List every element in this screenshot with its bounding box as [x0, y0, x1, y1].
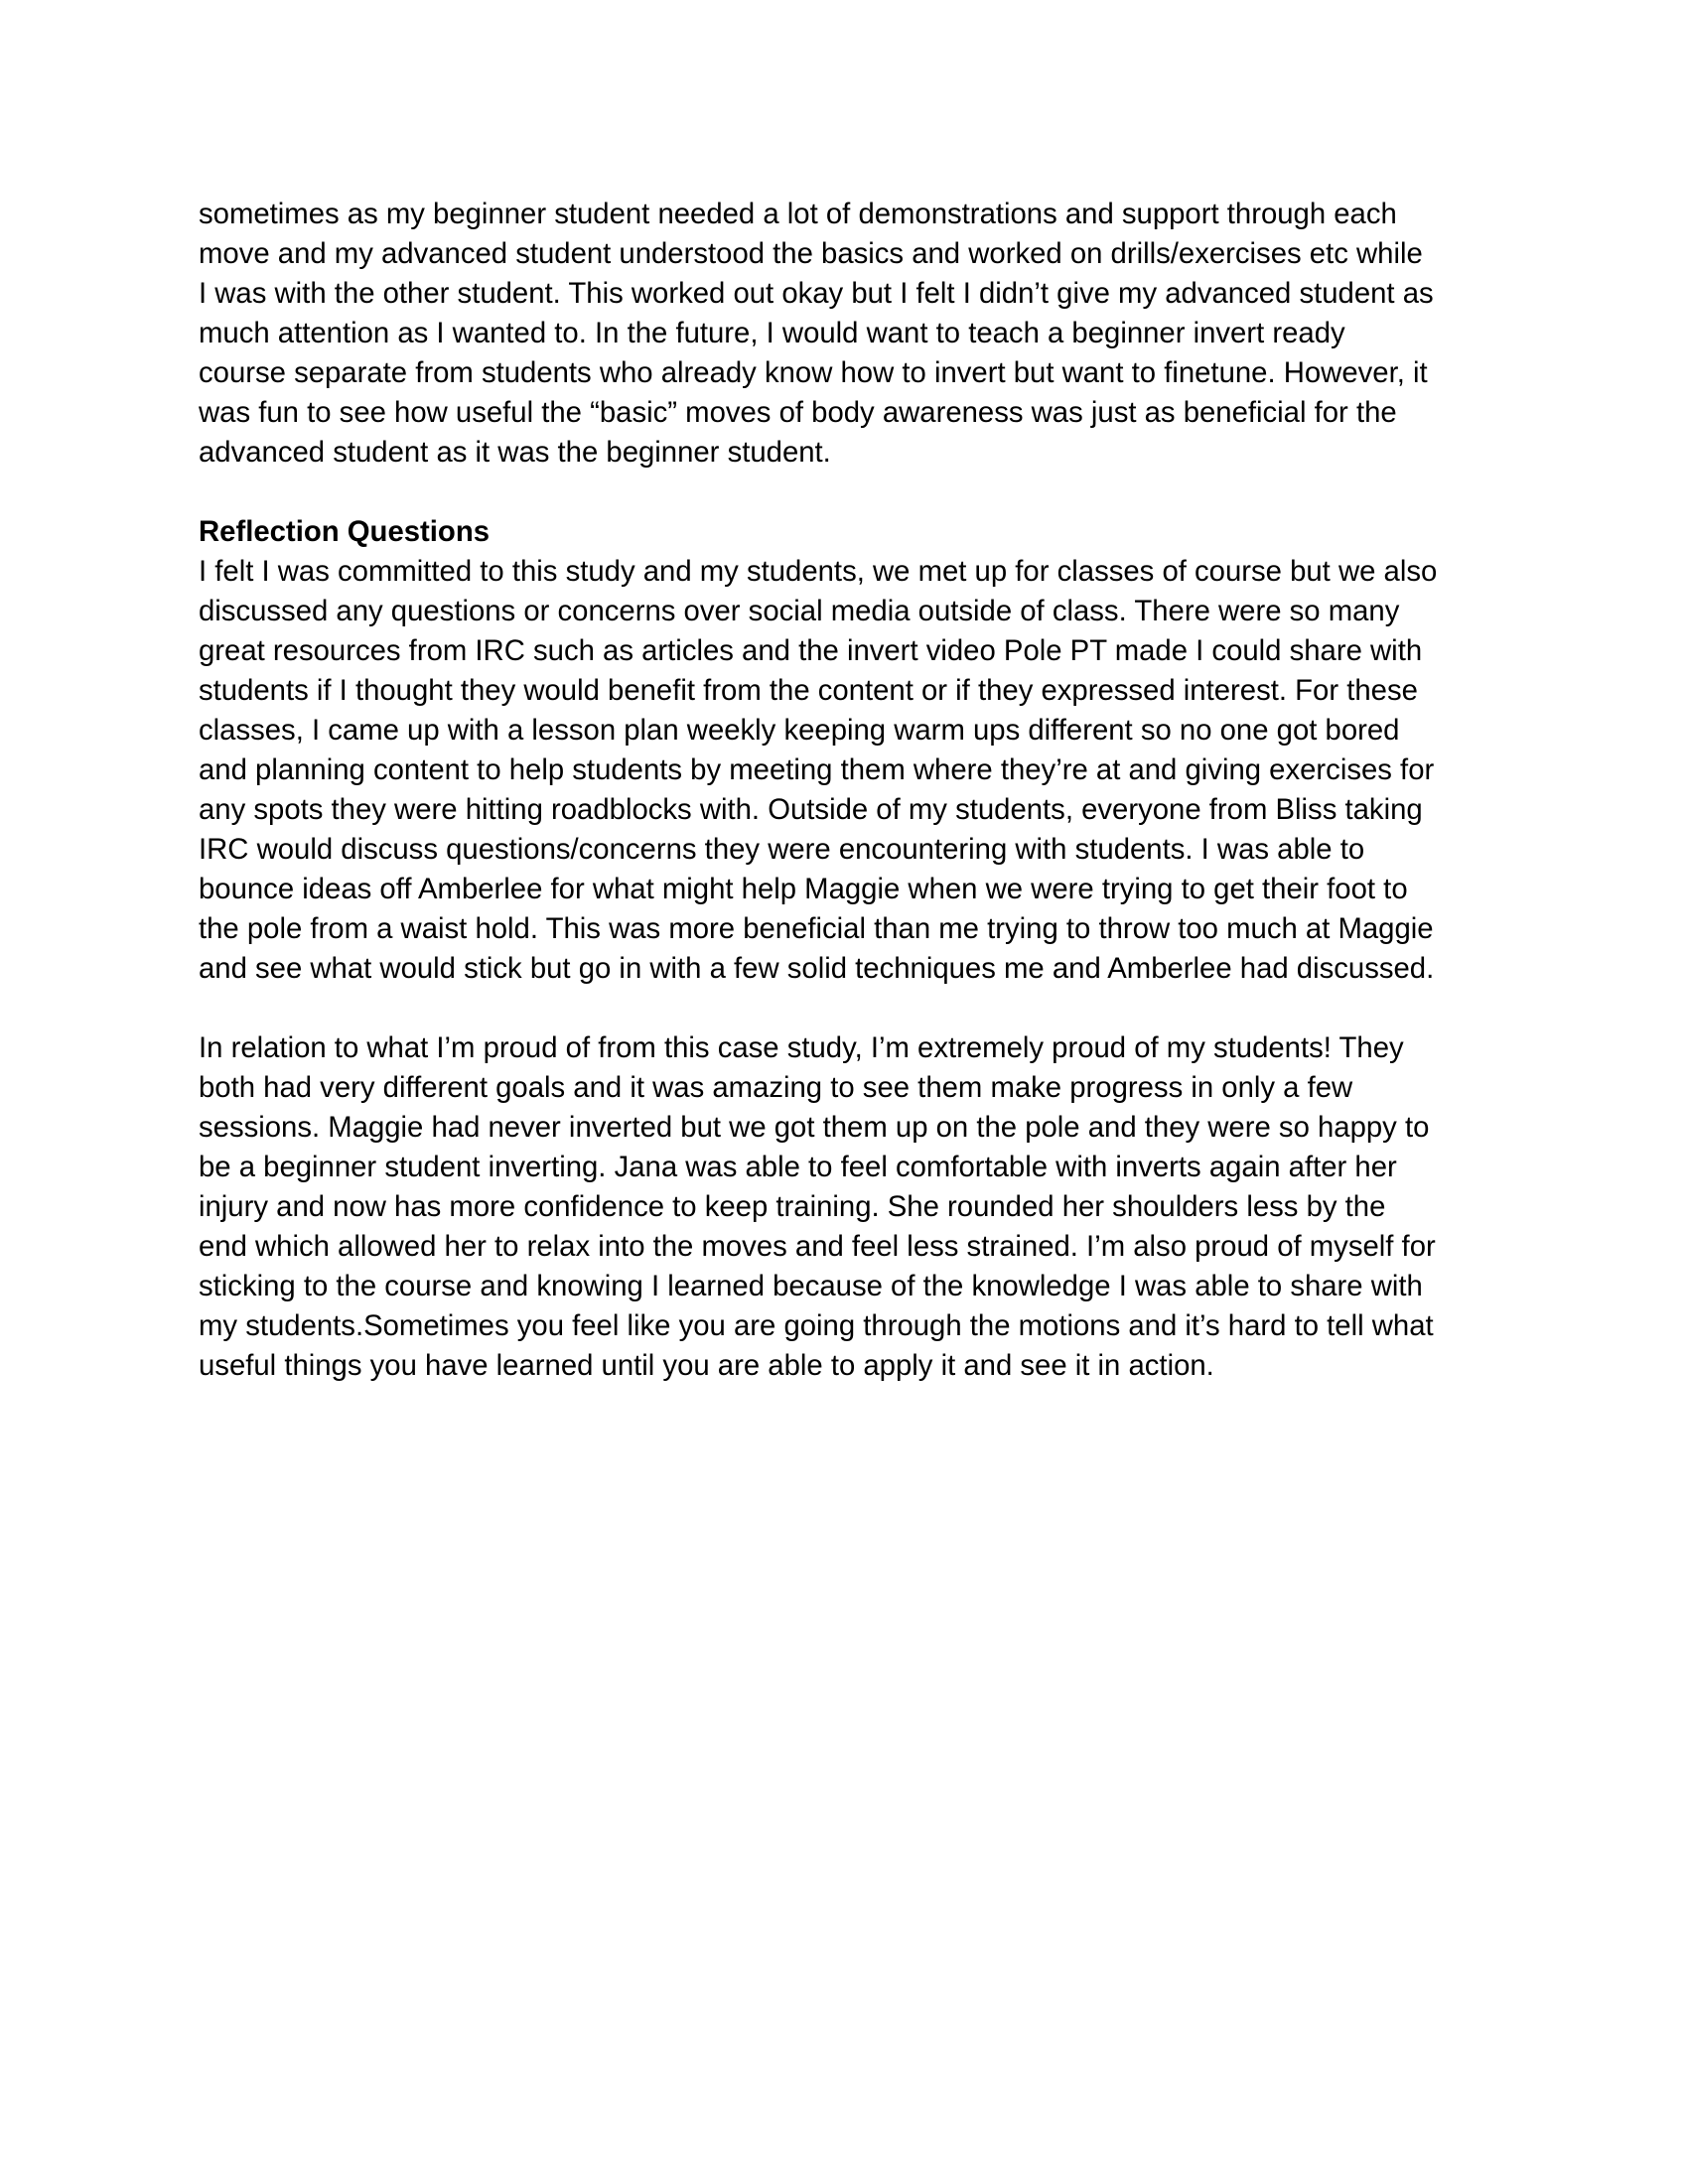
- section-heading: Reflection Questions: [199, 515, 491, 548]
- text-line: was fun to see how useful the “basic” moves of body awareness was just as beneficial for the: [199, 396, 1397, 429]
- reflection-paragraph-2: [199, 1028, 1489, 1386]
- text-line: end which allowed her to relax into the moves and feel less strained. I’m also proud of myself for: [199, 1230, 1436, 1263]
- text-line: sessions. Maggie had never inverted but we got them up on the pole and they were so happy to: [199, 1111, 1430, 1144]
- text-line: In relation to what I’m proud of from this case study, I’m extremely proud of my students! They: [199, 1031, 1404, 1064]
- text-line: I was with the other student. This worked out okay but I felt I didn’t give my advanced student as: [199, 277, 1434, 310]
- text-line: be a beginner student inverting. Jana was able to feel comfortable with inverts again after her: [199, 1151, 1397, 1183]
- text-line: classes, I came up with a lesson plan weekly keeping warm ups different so no one got bored: [199, 714, 1400, 747]
- text-line: course separate from students who already know how to invert but want to finetune. However, it: [199, 356, 1428, 389]
- text-line: any spots they were hitting roadblocks with. Outside of my students, everyone from Bliss taking: [199, 793, 1423, 826]
- text-line: and see what would stick but go in with a few solid techniques me and Amberlee had discussed.: [199, 952, 1435, 985]
- text-line: sometimes as my beginner student needed a lot of demonstrations and support through each: [199, 198, 1397, 230]
- text-line: and planning content to help students by meeting them where they’re at and giving exercises for: [199, 753, 1435, 786]
- text-line: useful things you have learned until you are able to apply it and see it in action.: [199, 1349, 1214, 1382]
- text-line: both had very different goals and it was amazing to see them make progress in only a few: [199, 1071, 1353, 1104]
- text-line: I felt I was committed to this study and my students, we met up for classes of course but we also: [199, 555, 1438, 588]
- text-line: advanced student as it was the beginner student.: [199, 436, 831, 469]
- paragraph-gap: [199, 473, 1489, 512]
- text-line: move and my advanced student understood the basics and worked on drills/exercises etc while: [199, 237, 1423, 270]
- document-body: [199, 195, 1489, 1386]
- text-line: sticking to the course and knowing I learned because of the knowledge I was able to share with: [199, 1270, 1423, 1302]
- text-line: bounce ideas off Amberlee for what might help Maggie when we were trying to get their foot to: [199, 873, 1408, 905]
- text-line: my students.Sometimes you feel like you are going through the motions and it’s hard to tell what: [199, 1309, 1434, 1342]
- text-line: much attention as I wanted to. In the future, I would want to teach a beginner invert ready: [199, 317, 1345, 349]
- text-line: the pole from a waist hold. This was more beneficial than me trying to throw too much at Maggie: [199, 912, 1434, 945]
- text-line: students if I thought they would benefit from the content or if they expressed interest. For these: [199, 674, 1418, 707]
- paragraph-gap: [199, 989, 1489, 1028]
- intro-paragraph: [199, 195, 1489, 473]
- reflection-paragraph-1: [199, 552, 1489, 989]
- text-line: IRC would discuss questions/concerns they were encountering with students. I was able to: [199, 833, 1365, 866]
- text-line: discussed any questions or concerns over social media outside of class. There were so many: [199, 595, 1400, 627]
- text-line: great resources from IRC such as articles and the invert video Pole PT made I could share with: [199, 634, 1423, 667]
- text-line: injury and now has more confidence to keep training. She rounded her shoulders less by the: [199, 1190, 1386, 1223]
